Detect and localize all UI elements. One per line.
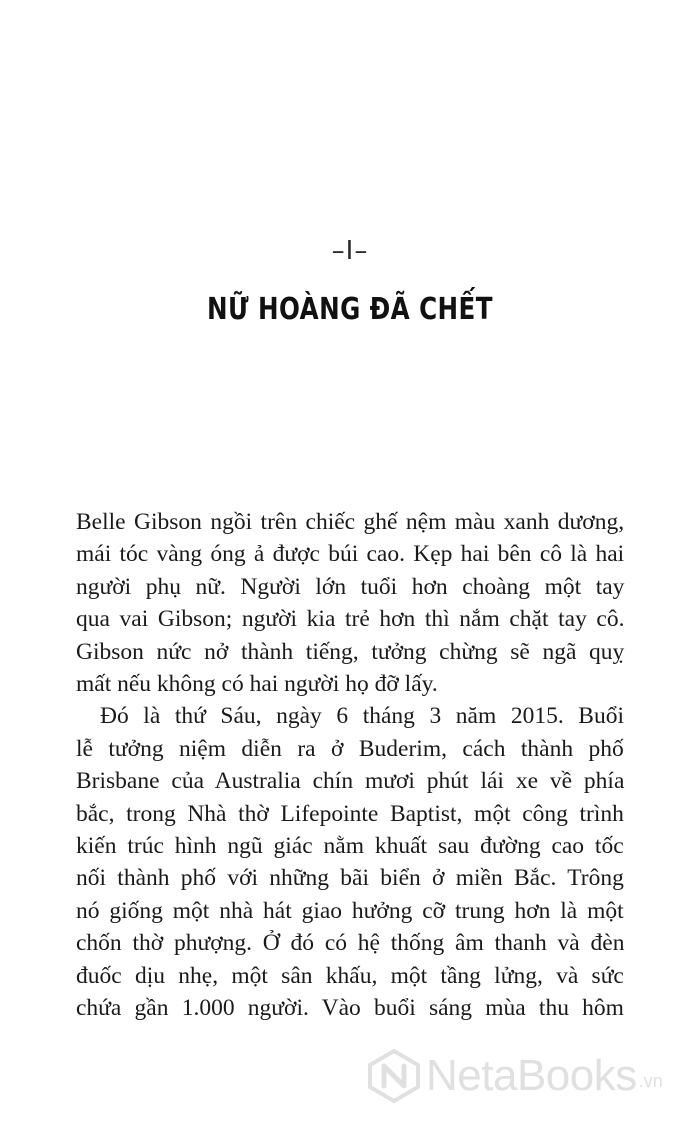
text-line: qua vai Gibson; người kia trẻ hơn thì nắm chặt tay cô. bbox=[76, 606, 625, 633]
text-line: chốn thờ phượng. Ở đó có hệ thống âm thanh và đèn bbox=[76, 930, 625, 957]
text-line: chứa gần 1.000 người. Vào buổi sáng mùa thu hôm bbox=[76, 995, 624, 1022]
watermark-tld: .vn bbox=[638, 1071, 663, 1091]
text-line: Brisbane của Australia chín mươi phút lái xe về phía bbox=[76, 768, 625, 795]
text-line: Belle Gibson ngồi trên chiếc ghế nệm màu xanh dương, bbox=[76, 509, 625, 535]
chapter-title: NỮ HOÀNG ĐÃ CHẾT bbox=[207, 292, 493, 327]
text-line: Gibson nức nở thành tiếng, tưởng chừng sẽ ngã quỵ bbox=[76, 638, 625, 665]
text-line: bắc, trong Nhà thờ Lifepointe Baptist, một công trình bbox=[76, 800, 624, 827]
text-line: mái tóc vàng óng ả được búi cao. Kẹp hai bên cô là hai bbox=[76, 541, 625, 568]
watermark-brand: NetaBooks bbox=[426, 1051, 637, 1100]
text-line: Đó là thứ Sáu, ngày 6 tháng 3 năm 2015. Buổi bbox=[100, 703, 624, 730]
paragraph-2 bbox=[76, 700, 624, 1024]
text-line: nối thành phố với những bãi biển ở miền Bắc. Trông bbox=[76, 865, 624, 892]
paragraph-1 bbox=[76, 506, 624, 700]
text-line: kiến trúc hình ngũ giác nằm khuất sau đường cao tốc bbox=[76, 833, 624, 860]
text-line: người phụ nữ. Người lớn tuổi hơn choàng một tay bbox=[76, 573, 625, 600]
body-text bbox=[76, 506, 624, 1025]
text-line: đuốc dịu nhẹ, một sân khấu, một tầng lửng, và sức bbox=[76, 962, 624, 989]
text-line: mất nếu không có hai người họ đỡ lấy. bbox=[76, 671, 438, 698]
text-line: lễ tưởng niệm diễn ra ở Buderim, cách thành phố bbox=[76, 735, 624, 762]
text-line: nó giống một nhà hát giao hưởng cỡ trung hơn là một bbox=[76, 897, 624, 924]
netabooks-logo-icon bbox=[366, 1048, 422, 1104]
chapter-number: –I– bbox=[331, 236, 369, 266]
watermark bbox=[366, 1046, 663, 1106]
